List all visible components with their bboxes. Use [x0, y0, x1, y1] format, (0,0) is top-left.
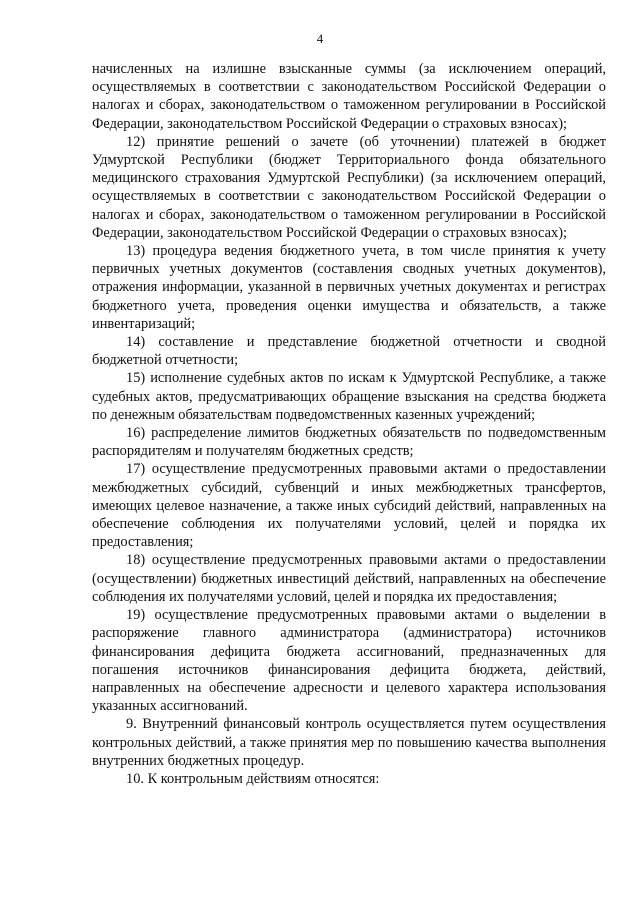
paragraph-item-15: 15) исполнение судебных актов по искам к Удмуртской Республике, а также судебных актов, предусматривающих обращение взыскания на средства бюджета по денежным обязательствам подведомственных казенных учреждений;: [92, 370, 606, 423]
paragraph-continued: начисленных на излишне взысканные суммы (за исключением операций, осуществляемых в соответствии с законодательством Российской Федерации о налогах и сборах, законодательством о таможенном регулировании в Российской Федерации, законодательством Российской Федерации о страховых взносах);: [92, 61, 606, 132]
paragraph-section-9: 9. Внутренний финансовый контроль осуществляется путем осуществления контрольных действий, а также принятия мер по повышению качества выполнения внутренних бюджетных процедур.: [92, 716, 606, 769]
paragraph-item-12: 12) принятие решений о зачете (об уточнении) платежей в бюджет Удмуртской Республики (бюджет Территориального фонда обязательного медицинского страхования Удмуртской Республики) (за исключением операций, осуществляемых в соответствии с законодательством Российской Федерации о налогах и сборах, законодательством о таможенном регулировании в Российской Федерации, законодательством Российской Федерации о страховых взносах);: [92, 133, 606, 241]
paragraph-item-14: 14) составление и представление бюджетной отчетности и сводной бюджетной отчетности;: [92, 334, 606, 369]
paragraph-item-19: 19) осуществление предусмотренных правовыми актами о выделении в распоряжение главного администратора (администратора) источников финансирования дефицита бюджета ассигнований, предназначенных для погашения источников финансирования дефицита бюджета, действий, направленных на обеспечение адресности и целевого характера использования указанных ассигнований.: [92, 607, 606, 715]
document-body: [92, 60, 606, 788]
paragraph-section-10: 10. К контрольным действиям относятся:: [126, 770, 380, 787]
paragraph-item-16: 16) распределение лимитов бюджетных обязательств по подведомственным распорядителям и получателям бюджетных средств;: [92, 425, 606, 460]
paragraph-item-18: 18) осуществление предусмотренных правовыми актами о предоставлении (осуществлении) бюджетных инвестиций действий, направленных на обеспечение соблюдения их получателями условий, целей и порядка их предоставления;: [92, 552, 606, 605]
paragraph-item-13: 13) процедура ведения бюджетного учета, в том числе принятия к учету первичных учетных документов (составления сводных учетных документов), отражения информации, указанной в первичных учетных документах и регистрах бюджетного учета, проведения оценки имущества и обязательств, а также инвентаризаций;: [92, 243, 606, 332]
page-number: 4: [316, 31, 324, 46]
paragraph-item-17: 17) осуществление предусмотренных правовыми актами о предоставлении межбюджетных субсидий, субвенций и иных межбюджетных трансфертов, имеющих целевое назначение, а также иных субсидий действий, направленных на обеспечение соблюдения их получателями условий, целей и порядка их предоставления;: [92, 461, 606, 551]
